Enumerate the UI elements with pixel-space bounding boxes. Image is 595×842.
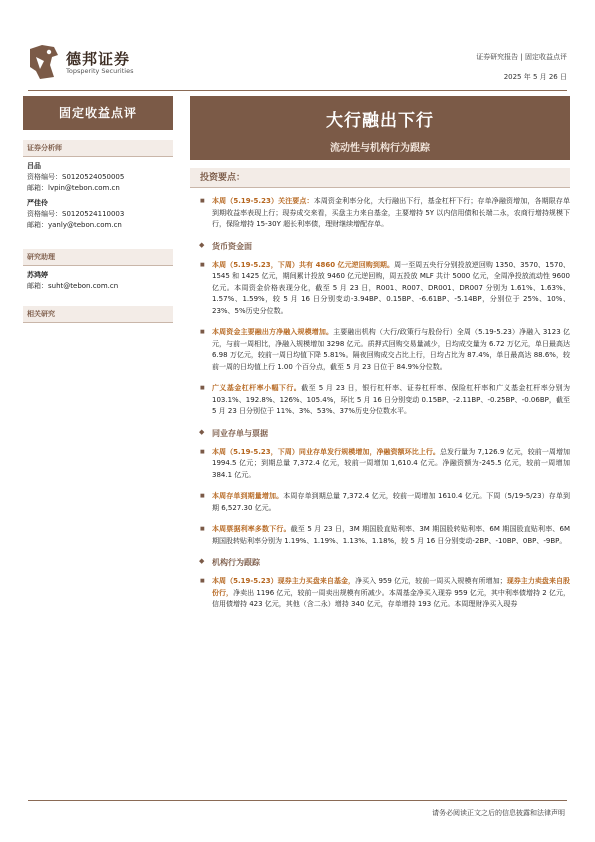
analyst-cert: 资格编号：S0120524050005 xyxy=(27,173,125,181)
analyst-email[interactable]: 邮箱：lvpin@tebon.com.cn xyxy=(27,184,120,192)
bullet-ncd-maturity xyxy=(190,491,570,514)
analyst-cert: 资格编号：S0120524110003 xyxy=(27,210,125,218)
left-sidebar xyxy=(23,96,173,323)
section-heading-institutions: ◆ 机构行为跟踪 xyxy=(190,557,570,568)
bullet-institution-flows xyxy=(190,576,570,611)
bullet-highlight: 本周（5.19-5.23，下周）共有 4860 亿元逆回购到期。 xyxy=(212,260,395,269)
bullet-highlight: 本周资金主要融出方净融入规模增加。 xyxy=(212,328,334,336)
bullet-text: 净卖出 1196 亿元，较前一周卖出规模有所减少。本周基金净买入现券 959 亿元，其中利率债增持 2 亿元，信用债增持 423 亿元，其他（含二永）增持 340 亿元，存单增持 193 亿元。本周理财净买入现券 xyxy=(212,588,570,608)
assistant-card xyxy=(23,266,173,292)
bullet-text: 截至 5 月 23 日，银行杠杆率、证券杠杆率、保险杠杆率和广义基金杠杆率分别为 103.1%、192.8%、126%、105.4%，环比 5 月 16 日分别变动 0.15BP、-2.11BP、-0.25BP、-0.06BP，截至 5 月 23 日分别位于 11%、3%、53%、37%历史分位数水平。 xyxy=(212,384,570,415)
bullet-text: 主要融出机构（大行/政策行与股份行）全周（5.19-5.23）净融入 3123 亿元，与前一周相比，净融入规模增加 3298 亿元。质押式回购交易量减少，日均成交量为 6.72 万亿元，单日最高达 6.98 万亿元，较前一周日均值下降 5.81%。隔夜回购成交占比上行，日均占比为 87.4%，单日最高达 88.6%，较前一周的日均值上行 1.00 个百分点，截至 5 月 23 日位于 84.9%分位数。 xyxy=(212,328,571,371)
analyst-label: 证券分析师 xyxy=(23,140,173,157)
analyst-name: 吕品 xyxy=(27,162,41,170)
main-content xyxy=(190,96,570,621)
bullet-highlight: 广义基金杠杆率小幅下行。 xyxy=(212,384,302,392)
related-research-label: 相关研究 xyxy=(23,306,173,323)
invest-points-heading: 投资要点： xyxy=(190,168,570,188)
assistant-label: 研究助理 xyxy=(23,249,173,266)
assistant-email[interactable]: 邮箱：suht@tebon.com.cn xyxy=(27,282,119,290)
analyst-name: 严佳伶 xyxy=(27,199,48,207)
bullet-bill-rates xyxy=(190,524,570,547)
analyst-card xyxy=(23,157,173,194)
section-heading-ncd: ◆ 同业存单与票据 xyxy=(190,428,570,439)
report-subtitle: 流动性与机构行为跟踪 xyxy=(330,143,430,154)
footer-disclaimer: 请务必阅读正文之后的信息披露和法律声明 xyxy=(432,809,565,817)
bullet-text: 本周资金利率分化，大行融出下行，基金杠杆下行；存单净融资增加，各期限存单到期收益率表现上行；现券成交来看，买盘主力来自基金，主要增持 5Y 以内信用债和长端二永，农商行增持规模下行，保险增持 15-30Y 超长利率债，理财继续增配存单。 xyxy=(212,197,571,228)
section-heading-money: ◆ 货币资金面 xyxy=(190,241,570,252)
bullet-highlight: 本周（5.19-5.23，下周）同业存单发行规模增加，净融资额环比上行。 xyxy=(212,447,440,456)
logo-name-en: Topsperity Securities xyxy=(66,67,134,75)
bullet-highlight: 本周票据利率多数下行。 xyxy=(212,525,291,533)
bullet-ncd-issuance xyxy=(190,447,570,482)
bullet-highlight: 本周（5.19-5.23）现券主力买盘来自基金， xyxy=(212,577,356,585)
bullet-reverse-repo xyxy=(190,260,570,318)
bullet-text: 截至 5 月 23 日，3M 期国股直贴利率、3M 期国股转贴利率、6M 期国股直贴利率、6M 期国股转贴利率分别为 1.19%、1.19%、1.13%、1.18%，较 5 月 16 日分别变动-2BP、-10BP、0BP、-9BP。 xyxy=(212,525,570,545)
bullet-net-lending xyxy=(190,327,570,373)
bullet-highlight: 现券主力卖盘来自股份行， xyxy=(212,577,571,597)
logo-mark-icon xyxy=(28,43,60,81)
bullet-key-points xyxy=(190,196,570,231)
bullet-text: 周一至周五央行分别投放逆回购 1350、3570、1570、1545 和 1425 亿元，期间累计投放 9460 亿元逆回购，周五投放 MLF 共计 5000 亿元，全周净投放流动性 9600 亿元。本周资金价格表现分化，截至 5 月 23 日，R001、R007、DR001、DR007 分别为 1.61%、1.63%、1.57%、1.59%，较 5 月 16 日分别变动-3.94BP、0.15BP、-6.61BP、-5.14BP，分别位于 25%、10%、23%、5%历史分位数。 xyxy=(212,260,570,315)
logo-name-cn: 德邦证券 xyxy=(66,50,131,68)
footer-divider xyxy=(28,800,567,801)
report-date: 2025 年 5 月 26 日 xyxy=(503,73,567,81)
bullet-highlight: 本周存单到期量增加。 xyxy=(212,492,284,500)
bullet-text: 净买入 959 亿元，较前一周买入规模有所增加； xyxy=(355,577,507,585)
analyst-email[interactable]: 邮箱：yanly@tebon.com.cn xyxy=(27,221,122,229)
bullet-highlight: 本周（5.19-5.23）关注要点： xyxy=(212,197,314,205)
bullet-leverage xyxy=(190,383,570,418)
bullet-text: 总发行量为 7,126.9 亿元，较前一周增加 1994.5 亿元；到期总量 7,372.4 亿元，较前一周增加 1,610.4 亿元。净融资额为-245.5 亿元，较前一周增加 384.1 亿元。 xyxy=(212,447,570,479)
assistant-name: 苏鸿婷 xyxy=(27,271,48,279)
column-title: 固定收益点评 xyxy=(23,96,173,130)
invest-points xyxy=(190,196,570,611)
report-title: 大行融出下行 xyxy=(326,111,434,131)
report-type: 证券研究报告 | 固定收益点评 xyxy=(476,53,567,61)
title-banner xyxy=(190,96,570,160)
header-divider xyxy=(28,90,567,91)
bullet-text: 本周存单到期总量 7,372.4 亿元，较前一周增加 1610.4 亿元。下周（5/19-5/23）存单到期 6,527.30 亿元。 xyxy=(212,492,570,512)
analyst-card xyxy=(23,194,173,231)
